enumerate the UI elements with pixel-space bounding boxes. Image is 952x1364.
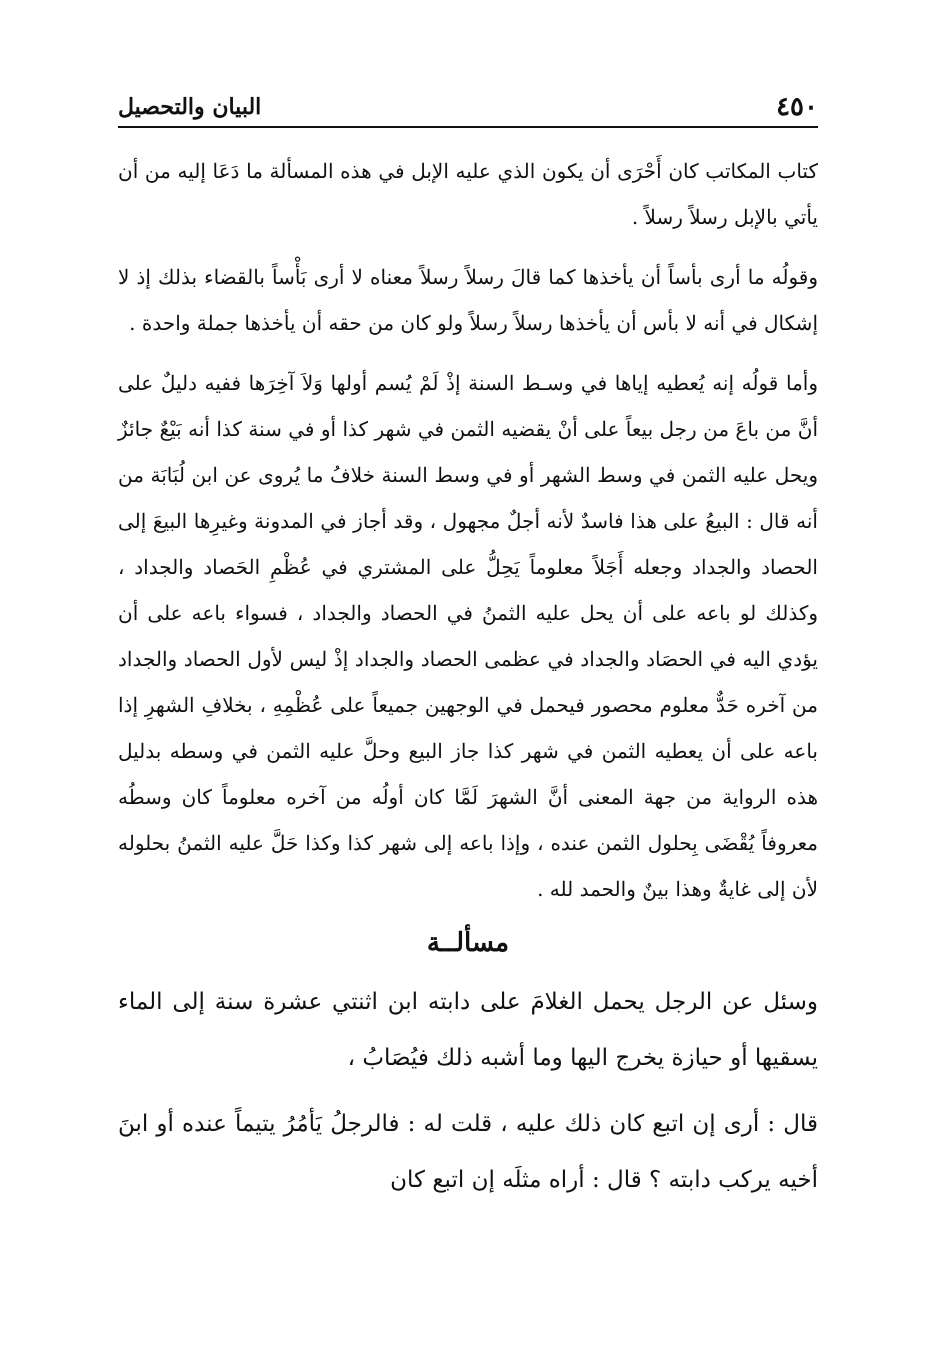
running-title: البيان والتحصيل	[118, 94, 262, 120]
section-heading: مسألــة	[426, 928, 510, 958]
question-paragraph-2: قال : أرى إن اتبع كان ذلك عليه ، قلت له : فالرجلُ يَأمُرُ يتيماً عنده أو ابنَ أخيه يركب دابته ؟ قال : أراه مثلَه إن اتبع كان	[118, 1111, 818, 1193]
page-number: ٤٥٠	[776, 92, 818, 122]
paragraph-2: وقولُه ما أرى بأساً أن يأخذها كما قالَ رسلاً رسلاً معناه لا أرى بَأْساً بالقضاء بذلك إذ لا إشكال في أنه لا بأس أن يأخذها رسلاً رسلاً ولو كان من حقه أن يأخذها جملة واحدة .	[118, 265, 818, 335]
page-header	[118, 86, 818, 128]
page-body	[118, 148, 818, 1218]
paragraph-3: وأما قولُه إنه يُعطيه إياها في وسـط السنة إذْ لَمْ يُسم أولها وَلاَ آخِرَها ففيه دليلٌ على أنَّ من باعَ من رجل بيعاً على أنْ يقضيه الثمن في شهر كذا أو في سنة كذا أنه بَيْعٌ جائزٌ ويحل عليه الثمن في وسط الشهر أو في وسط السنة خلافُ ما يُروى عن ابن لُبَابَة من أنه قال : البيعُ على هذا فاسدٌ لأنه أجلٌ مجهول ، وقد أجاز في المدونة وغيرِها البيعَ إلى الحصاد والجداد وجعله أَجَلاً معلوماً يَحِلُّ على المشتري في عُظْمِ الحَصاد والجداد ، وكذلك لو باعه على أن يحل عليه الثمنُ في الحصاد والجداد ، فسواء باعه على أن يؤدي اليه في الحصَاد والجداد في عظمى الحصاد والجداد إذْ ليس لأول الحصاد والجداد من آخره حَدٌّ معلوم محصور فيحمل في الوجهين جميعاً على عُظْمِهِ ، بخلافِ الشهرِ إذا باعه على أن يعطيه الثمن في شهر كذا جاز البيع وحلَّ عليه الثمن في وسطه بدليل هذه الرواية من جهة المعنى أنَّ الشهرَ لَمَّا كان أولُه من آخره معلوماً كان وسطُه معروفاً يُقْضَى بِحلول الثمن عنده ، وإذا باعه إلى شهر كذا وكذا حَلَّ عليه الثمنُ بحلوله لأن إلى غايةٌ وهذا بينٌ والحمد لله .	[118, 371, 819, 901]
paragraph-1: كتاب المكاتب كان أَحْرَى أن يكون الذي عليه الإبل في هذه المسألة ما دَعَا إليه من أن يأتي بالإبل رسلاً رسلاً .	[118, 159, 818, 229]
question-paragraph-1: وسئل عن الرجل يحمل الغلامَ على دابته ابن اثنتي عشرة سنة إلى الماء يسقيها أو حيازة يخرج اليها وما أشبه ذلك فيُصَابُ ،	[118, 989, 818, 1071]
